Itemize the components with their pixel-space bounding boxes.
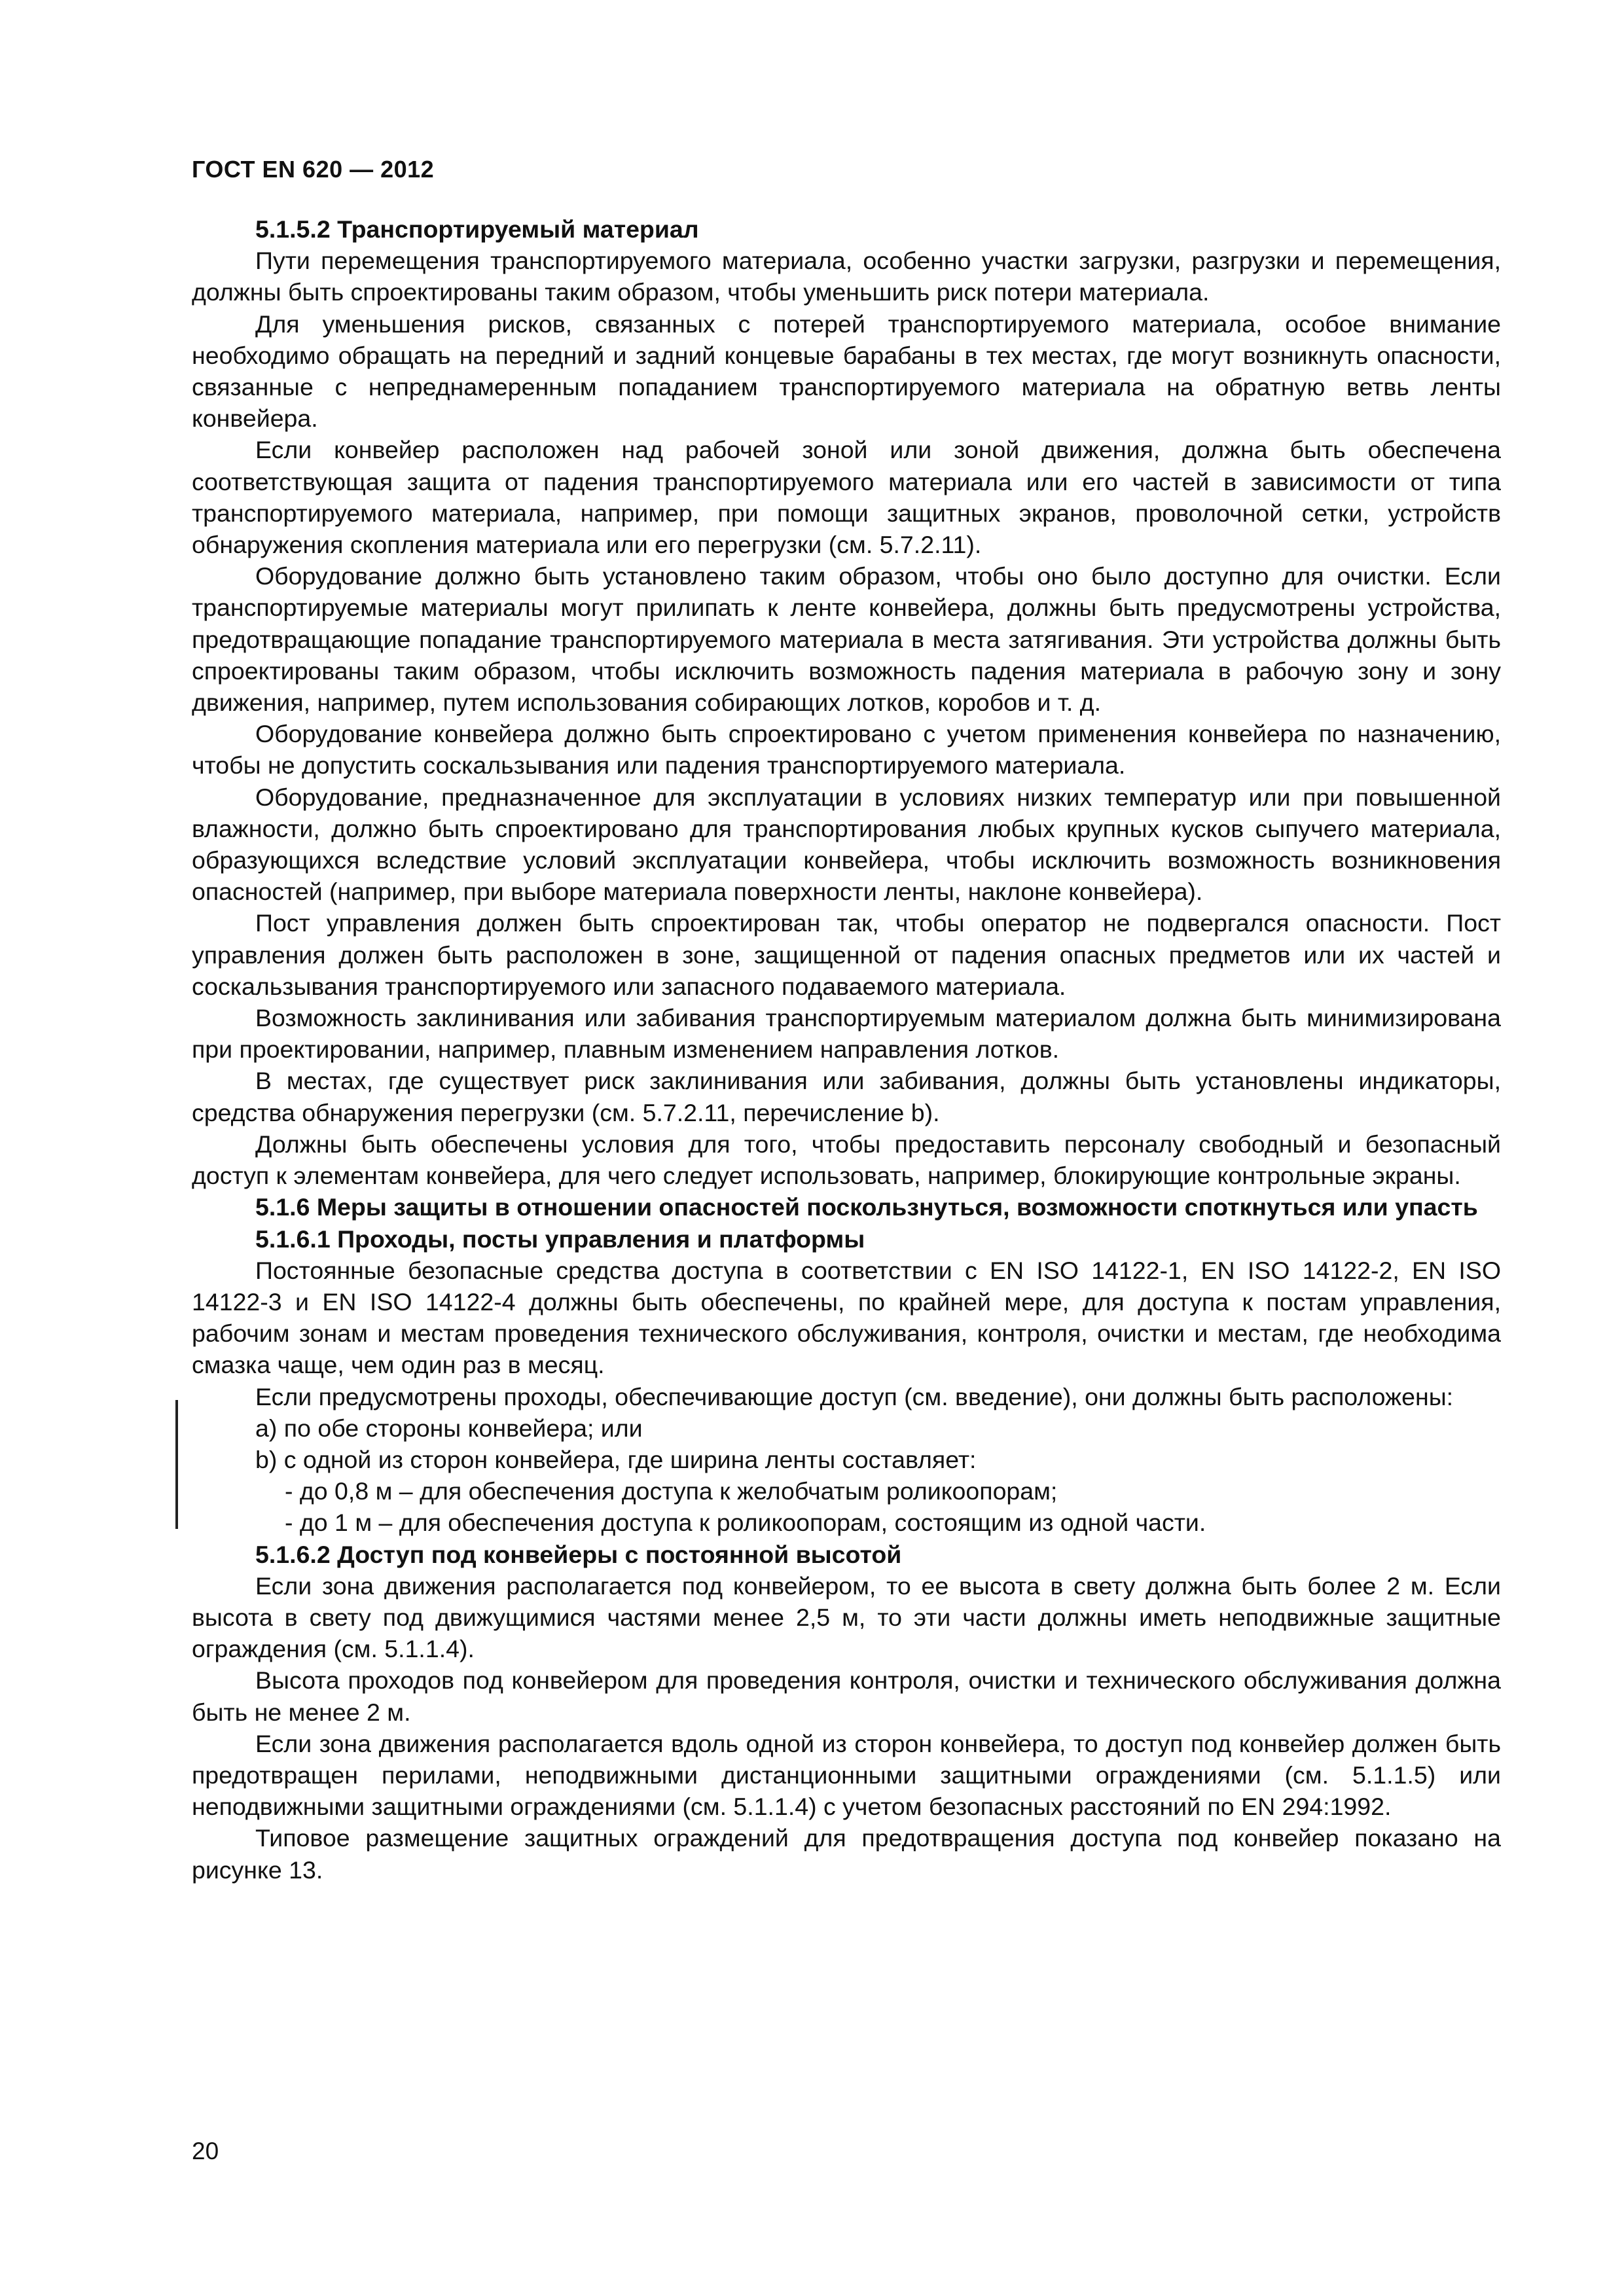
- paragraph: Оборудование, предназначенное для эксплуатации в условиях низких температур или при повышенной влажности, должно быть спроектировано для транспортирования любых крупных кусков сыпучего материала, образующихся вследствие условий эксплуатации конвейера, чтобы исключить возможность возникновения опасностей (например, при выборе материала поверхности ленты, наклоне конвейера).: [192, 783, 1501, 906]
- paragraph: Высота проходов под конвейером для проведения контроля, очистки и технического обслуживания должна быть не менее 2 м.: [192, 1666, 1501, 1726]
- revision-change-bar: [175, 1400, 178, 1529]
- paragraph: Оборудование должно быть установлено таким образом, чтобы оно было доступно для очистки. Если транспортируемые материалы могут прилипать к ленте конвейера, должны быть предусмотрены устройства, предотвращающие попадание транспортируемого материала в места затягивания. Эти устройства должны быть спроектированы таким образом, чтобы исключить возможность падения материала в рабочую зону и зону движения, например, путем использования собирающих лотков, коробов и т. д.: [192, 562, 1501, 717]
- paragraph: Типовое размещение защитных ограждений для предотвращения доступа под конвейер показано на рисунке 13.: [192, 1824, 1501, 1884]
- paragraph: Возможность заклинивания или забивания транспортируемым материалом должна быть минимизирована при проектировании, например, плавным изменением направления лотков.: [192, 1004, 1501, 1064]
- section-heading-5-1-6-2: 5.1.6.2 Доступ под конвейеры с постоянной высотой: [255, 1540, 902, 1568]
- paragraph: Пост управления должен быть спроектирован так, чтобы оператор не подвергался опасности. Пост управления должен быть расположен в зоне, защищенной от падения опасных предметов или их частей и соскальзывания транспортируемого или запасного подаваемого материала.: [192, 909, 1501, 1000]
- page-number: 20: [192, 2138, 219, 2164]
- paragraph: Для уменьшения рисков, связанных с потерей транспортируемого материала, особое внимание необходимо обращать на передний и задний концевые барабаны в тех местах, где могут возникнуть опасности, связанные с непреднамеренным попаданием транспортируемого материала на обратную ветвь ленты конвейера.: [192, 310, 1501, 433]
- section-heading-5-1-5-2: 5.1.5.2 Транспортируемый материал: [255, 215, 699, 243]
- paragraph: Если зона движения располагается под конвейером, то ее высота в свету должна быть более 2 м. Если высота в свету под движущимися частями менее 2,5 м, то эти части должны иметь неподвижные защитные ограждения (см. 5.1.1.4).: [192, 1571, 1501, 1663]
- document-body: [192, 213, 1501, 1886]
- paragraph: Если предусмотрены проходы, обеспечивающие доступ (см. введение), они должны быть расположены:: [255, 1382, 1454, 1410]
- paragraph: Должны быть обеспечены условия для того, чтобы предоставить персоналу свободный и безопасный доступ к элементам конвейера, для чего следует использовать, например, блокирующие контрольные экраны.: [192, 1130, 1501, 1190]
- sub-list-item: - до 0,8 м – для обеспечения доступа к желобчатым роликоопорам;: [285, 1477, 1058, 1505]
- paragraph: Если зона движения располагается вдоль одной из сторон конвейера, то доступ под конвейер должен быть предотвращен перилами, неподвижными дистанционными защитными ограждениями (см. 5.1.1.5) или неподвижными защитными ограждениями (см. 5.1.1.4) с учетом безопасных расстояний по EN 294:1992.: [192, 1729, 1501, 1821]
- document-header: ГОСТ EN 620 — 2012: [192, 156, 435, 183]
- sub-list-item: - до 1 м – для обеспечения доступа к роликоопорам, состоящим из одной части.: [285, 1509, 1206, 1537]
- paragraph: Оборудование конвейера должно быть спроектировано с учетом применения конвейера по назначению, чтобы не допустить соскальзывания или падения транспортируемого материала.: [192, 720, 1501, 780]
- paragraph: Постоянные безопасные средства доступа в соответствии с EN ISO 14122-1, EN ISO 14122-2, EN ISO 14122-3 и EN ISO 14122-4 должны быть обеспечены, по крайней мере, для доступа к постам управления, рабочим зонам и местам проведения технического обслуживания, контроля, очистки и местам, где необходима смазка чаще, чем один раз в месяц.: [192, 1256, 1501, 1379]
- section-heading-5-1-6-1: 5.1.6.1 Проходы, посты управления и платформы: [255, 1225, 865, 1253]
- paragraph: Пути перемещения транспортируемого материала, особенно участки загрузки, разгрузки и перемещения, должны быть спроектированы таким образом, чтобы уменьшить риск потери материала.: [192, 247, 1501, 306]
- list-item: а) по обе стороны конвейера; или: [255, 1414, 643, 1442]
- paragraph: В местах, где существует риск заклинивания или забивания, должны быть установлены индикаторы, средства обнаружения перегрузки (см. 5.7.2.11, перечисление b).: [192, 1067, 1501, 1126]
- section-heading-5-1-6: 5.1.6 Меры защиты в отношении опасностей поскользнуться, возможности споткнуться или упасть: [255, 1193, 1478, 1221]
- paragraph: Если конвейер расположен над рабочей зоной или зоной движения, должна быть обеспечена соответствующая защита от падения транспортируемого материала или его частей в зависимости от типа транспортируемого материала, например, при помощи защитных экранов, проволочной сетки, устройств обнаружения скопления материала или его перегрузки (см. 5.7.2.11).: [192, 436, 1501, 559]
- list-item: b) с одной из сторон конвейера, где ширина ленты составляет:: [255, 1445, 977, 1473]
